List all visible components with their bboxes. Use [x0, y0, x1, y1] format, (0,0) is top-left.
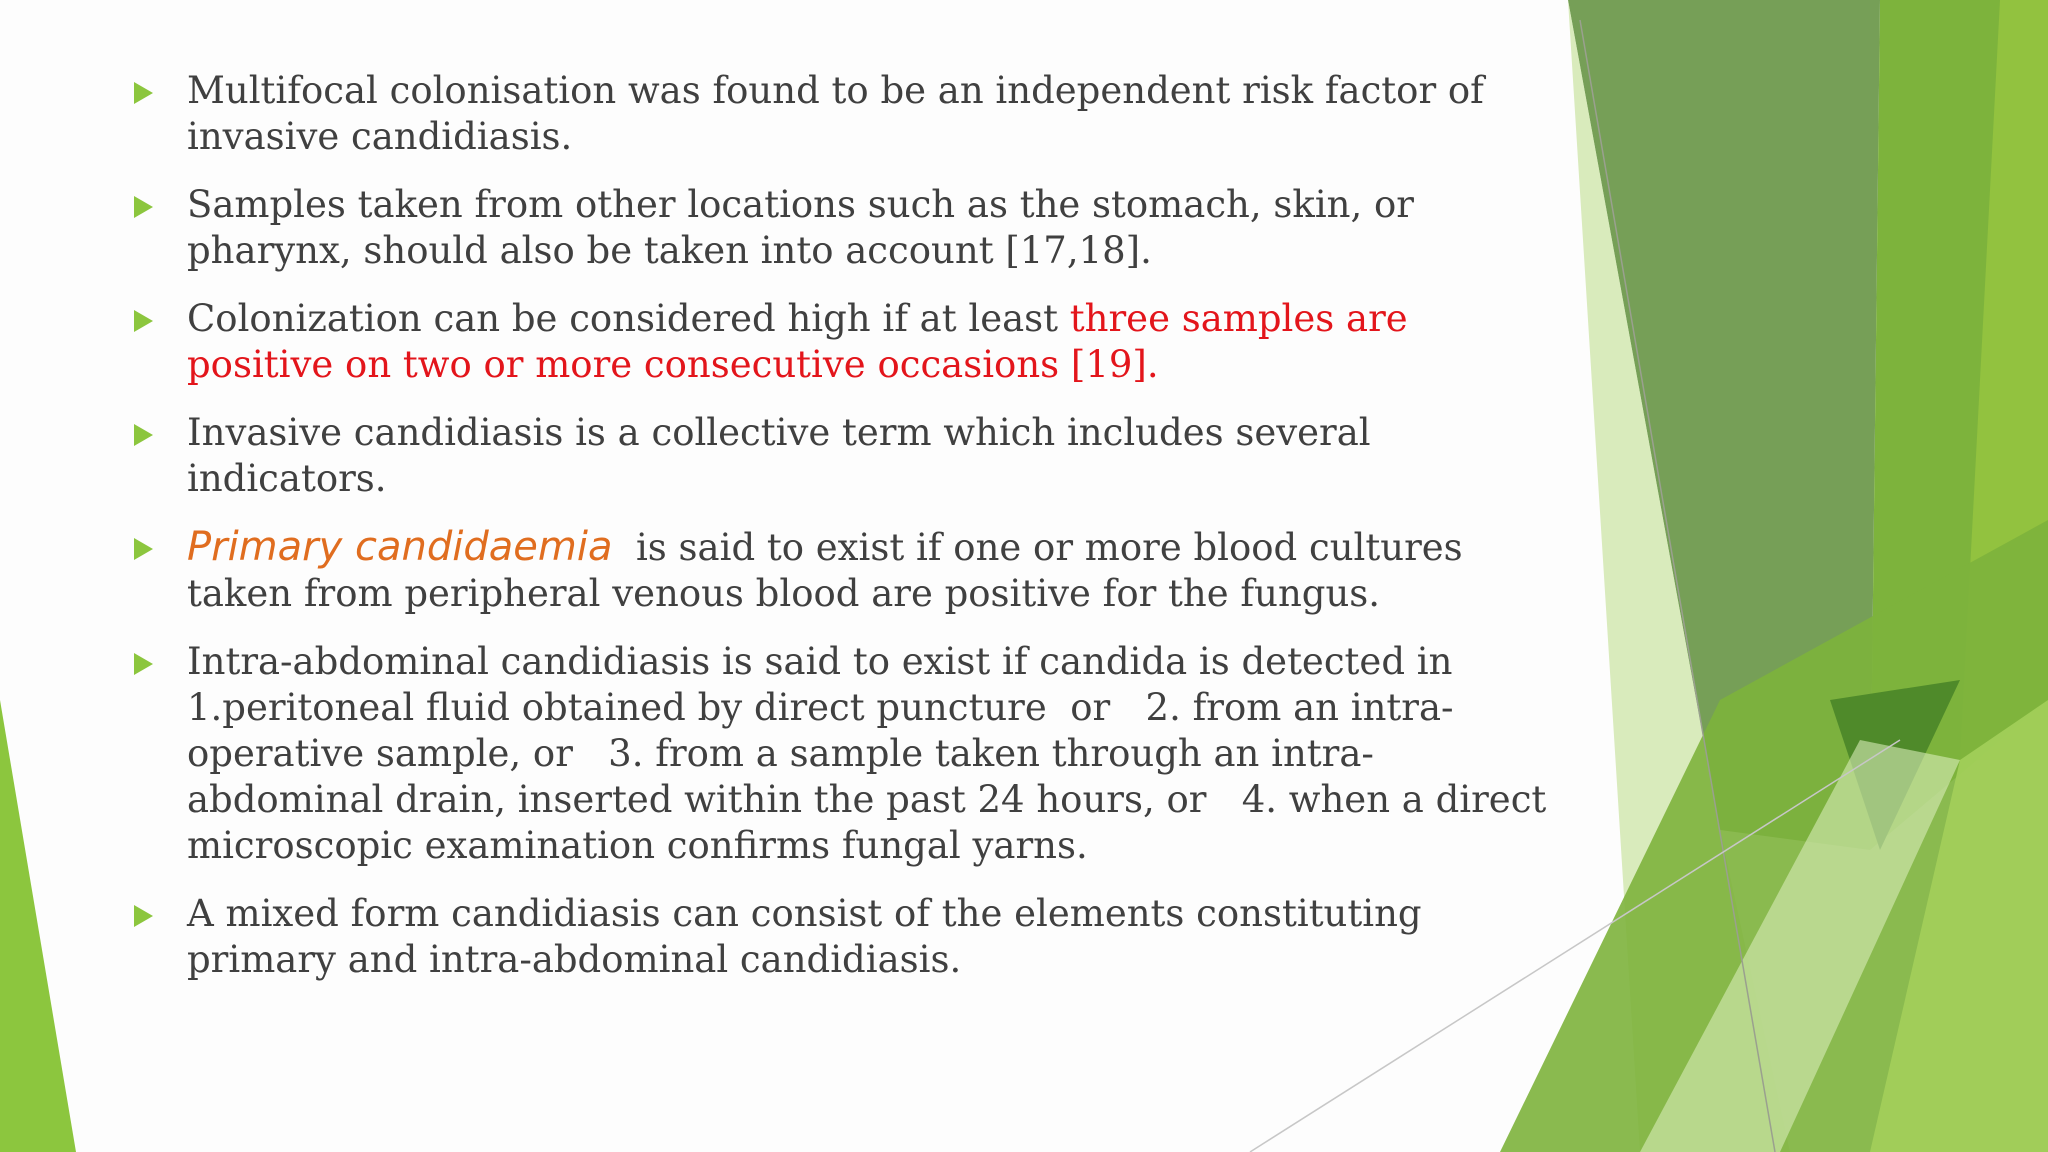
bullet-item	[130, 182, 1560, 274]
bullet-item	[130, 410, 1560, 502]
bullet-text: Multifocal colonisation was found to be an independent risk factor of invasive candidiasis.	[187, 69, 1484, 158]
bullet-text: Colonization can be considered high if at least	[187, 297, 1070, 340]
bullet-item	[130, 639, 1560, 869]
bullet-item	[130, 68, 1560, 160]
triangle-right-icon	[134, 653, 153, 675]
triangle-right-icon	[134, 424, 153, 446]
bullet-text: Invasive candidiasis is a collective term which includes several indicators.	[187, 411, 1371, 500]
bullet-text: Intra-abdominal candidiasis is said to exist if candida is detected in 1.peritoneal fluid obtained by direct puncture or 2. from an intra-operative sample, or 3. from a sample taken through an intra-abdominal drain, inserted within the past 24 hours, or 4. when a direct microscopic examination confirms fungal yarns.	[187, 640, 1559, 867]
bullet-list	[130, 68, 1560, 1005]
bullet-text: Samples taken from other locations such as the stomach, skin, or pharynx, should also be taken into account [17,18].	[187, 183, 1414, 272]
bullet-highlight-red: three samples are positive on two or more consecutive occasions [19].	[187, 297, 1408, 386]
bullet-item	[130, 524, 1560, 617]
triangle-right-icon	[134, 538, 153, 560]
facet-left-green	[0, 700, 76, 1152]
bullet-text: is said to exist if one or more blood cultures taken from peripheral venous blood are positive for the fungus.	[187, 526, 1475, 615]
triangle-right-icon	[134, 310, 153, 332]
triangle-right-icon	[134, 82, 153, 104]
bullet-highlight-term: Primary candidaemia	[187, 524, 613, 570]
triangle-right-icon	[134, 196, 153, 218]
bullet-text: A mixed form candidiasis can consist of the elements constituting primary and intra-abdominal candidiasis.	[187, 892, 1422, 981]
bullet-item	[130, 891, 1560, 983]
triangle-right-icon	[134, 905, 153, 927]
bullet-item	[130, 296, 1560, 388]
